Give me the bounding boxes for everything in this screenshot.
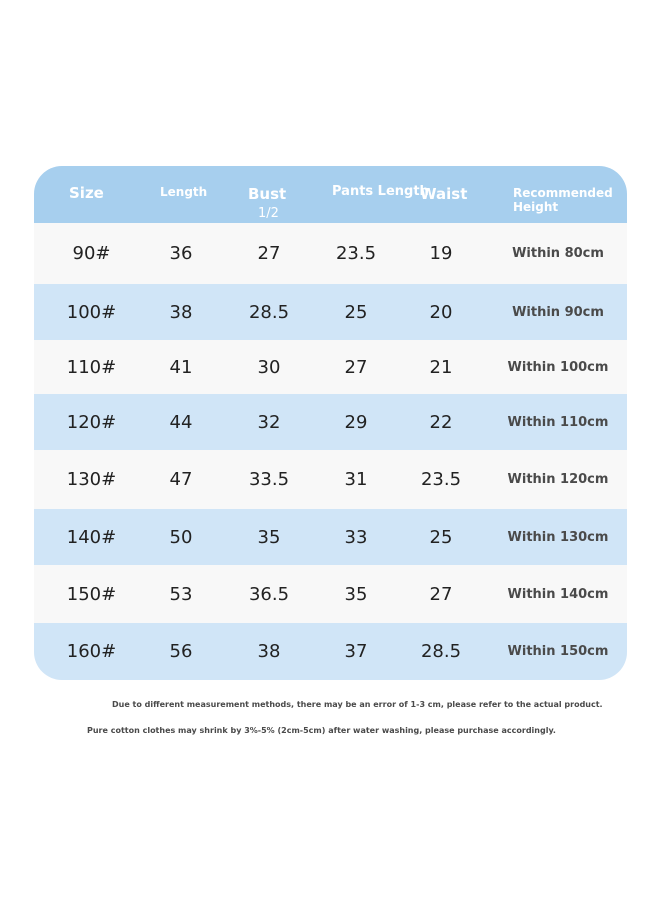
length-cell: 53 (169, 583, 193, 605)
header-recommended-height: Recommended Height (513, 186, 613, 214)
table-row (34, 450, 627, 509)
height-cell: Within 130cm (507, 529, 609, 545)
table-row (34, 223, 627, 284)
table-row (34, 340, 627, 394)
pants-length-cell: 23.5 (335, 243, 377, 264)
header-bust: Bust (248, 185, 287, 203)
table-row (34, 509, 627, 565)
bust-cell: 35 (257, 526, 281, 548)
header-waist: Waist (420, 185, 468, 203)
waist-cell: 20 (429, 301, 453, 323)
length-cell: 47 (169, 469, 193, 490)
pants-length-cell: 37 (344, 641, 368, 662)
waist-cell: 22 (429, 411, 453, 433)
pants-length-cell: 25 (344, 301, 368, 323)
length-cell: 38 (169, 301, 193, 323)
bust-cell: 30 (257, 356, 281, 378)
table-row (34, 394, 627, 450)
size-cell: 90# (72, 243, 111, 264)
size-cell: 140# (66, 526, 117, 548)
table-header-row (34, 166, 627, 223)
waist-cell: 27 (429, 583, 453, 605)
height-cell: Within 110cm (507, 414, 609, 430)
header-bust-half: 1/2 (258, 206, 279, 221)
shrinkage-note: Pure cotton clothes may shrink by 3%-5% (2cm-5cm) after water washing, please purchase accordingly. (87, 726, 556, 735)
table-row (34, 565, 627, 623)
pants-length-cell: 35 (344, 583, 368, 605)
length-cell: 50 (169, 526, 193, 548)
bust-cell: 28.5 (248, 301, 290, 323)
size-cell: 110# (66, 356, 117, 378)
table-row (34, 284, 627, 340)
table-row (34, 623, 627, 680)
waist-cell: 28.5 (420, 641, 462, 662)
pants-length-cell: 33 (344, 526, 368, 548)
length-cell: 44 (169, 411, 193, 433)
length-cell: 36 (169, 243, 193, 264)
height-cell: Within 80cm (512, 246, 604, 261)
bust-cell: 38 (257, 641, 281, 662)
bust-cell: 32 (257, 411, 281, 433)
waist-cell: 19 (429, 243, 453, 264)
height-cell: Within 120cm (507, 472, 609, 487)
size-cell: 160# (66, 641, 117, 662)
header-pants-length: Pants Length (332, 184, 429, 199)
pants-length-cell: 31 (344, 469, 368, 490)
length-cell: 41 (169, 356, 193, 378)
waist-cell: 21 (429, 356, 453, 378)
size-cell: 120# (66, 411, 117, 433)
pants-length-cell: 29 (344, 411, 368, 433)
header-length: Length (160, 185, 208, 199)
size-cell: 130# (66, 469, 117, 490)
bust-cell: 36.5 (248, 583, 290, 605)
waist-cell: 23.5 (420, 469, 462, 490)
length-cell: 56 (169, 641, 193, 662)
height-cell: Within 90cm (512, 304, 604, 320)
height-cell: Within 140cm (507, 586, 609, 602)
height-cell: Within 100cm (507, 359, 609, 375)
waist-cell: 25 (429, 526, 453, 548)
bust-cell: 27 (257, 243, 281, 264)
size-cell: 100# (66, 301, 117, 323)
header-size: Size (69, 184, 104, 202)
height-cell: Within 150cm (507, 644, 609, 659)
bust-cell: 33.5 (248, 469, 290, 490)
size-cell: 150# (66, 583, 117, 605)
pants-length-cell: 27 (344, 356, 368, 378)
measurement-error-note: Due to different measurement methods, there may be an error of 1-3 cm, please refer to the actual product. (112, 700, 603, 709)
size-chart-table (34, 166, 627, 680)
